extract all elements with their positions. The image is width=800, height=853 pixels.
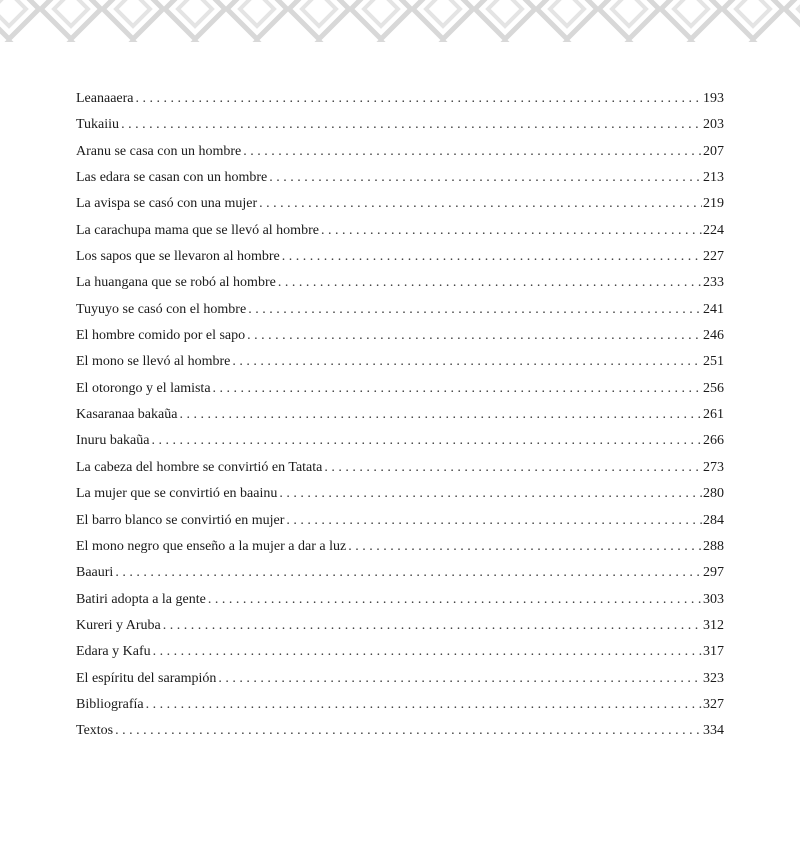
toc-entry [76,560,724,586]
toc-dot-leader [179,402,702,428]
toc-entry-title: Tukaiiu [76,117,120,133]
toc-entry [76,587,724,613]
toc-entry-title: Edara y Kafu [76,644,151,660]
toc-dot-leader [146,692,702,718]
toc-entry-page-number: 261 [703,407,724,423]
toc-entry-page-number: 273 [703,459,724,475]
toc-dot-leader [208,587,702,613]
toc-entry [76,534,724,560]
toc-entry [76,376,724,402]
toc-dot-leader [232,349,702,375]
toc-entry-page-number: 303 [703,591,724,607]
toc-entry [76,112,724,138]
toc-entry [76,139,724,165]
table-of-contents [76,86,724,745]
toc-entry-title: Bibliografía [76,696,144,712]
toc-entry-page-number: 246 [703,328,724,344]
toc-entry [76,481,724,507]
toc-entry-page-number: 241 [703,301,724,317]
toc-dot-leader [247,323,702,349]
toc-dot-leader [324,455,702,481]
toc-dot-leader [348,534,702,560]
toc-entry [76,191,724,217]
toc-entry-title: Los sapos que se llevaron al hombre [76,249,280,265]
toc-entry-page-number: 207 [703,143,724,159]
toc-dot-leader [115,560,702,586]
toc-entry-page-number: 233 [703,275,724,291]
toc-entry-page-number: 317 [703,644,724,660]
toc-entry-page-number: 224 [703,222,724,238]
toc-entry-title: El mono se llevó al hombre [76,354,231,370]
toc-entry [76,508,724,534]
toc-entry-title: La mujer que se convirtió en baainu [76,486,278,502]
toc-entry [76,349,724,375]
toc-entry-page-number: 203 [703,117,724,133]
toc-entry-title: El otorongo y el lamista [76,380,211,396]
toc-entry-page-number: 266 [703,433,724,449]
toc-dot-leader [213,376,702,402]
toc-entry-title: El espíritu del sarampión [76,670,217,686]
toc-dot-leader [259,191,702,217]
toc-entry [76,402,724,428]
toc-entry-page-number: 327 [703,696,724,712]
toc-entry-title: La avispa se casó con una mujer [76,196,258,212]
toc-entry [76,86,724,112]
toc-entry [76,613,724,639]
toc-entry-title: Kasaranaa bakaũa [76,407,178,423]
toc-entry [76,455,724,481]
toc-entry-page-number: 323 [703,670,724,686]
toc-dot-leader [321,218,702,244]
toc-dot-leader [282,244,702,270]
toc-dot-leader [243,139,702,165]
toc-entry-title: Kureri y Aruba [76,617,161,633]
toc-entry-title: Leanaaera [76,91,134,106]
toc-dot-leader [151,428,702,454]
toc-entry [76,692,724,718]
toc-entry-title: La carachupa mama que se llevó al hombre [76,222,319,238]
toc-entry [76,718,724,744]
toc-entry [76,639,724,665]
toc-entry [76,270,724,296]
toc-entry-title: El barro blanco se convirtió en mujer [76,512,285,528]
toc-entry-title: Inuru bakaũa [76,433,150,449]
toc-entry-title: La huangana que se robó al hombre [76,275,276,291]
toc-entry-page-number: 312 [703,617,724,633]
toc-entry [76,323,724,349]
toc-entry-page-number: 297 [703,565,724,581]
toc-dot-leader [218,666,702,692]
toc-dot-leader [279,481,702,507]
toc-entry-page-number: 284 [703,512,724,528]
toc-entry-page-number: 288 [703,538,724,554]
toc-entry-title: Tuyuyo se casó con el hombre [76,301,247,317]
toc-entry [76,428,724,454]
toc-entry-title: Baauri [76,565,114,581]
toc-entry-title: Aranu se casa con un hombre [76,143,242,159]
toc-entry-page-number: 334 [703,723,724,739]
toc-entry [76,244,724,270]
toc-entry [76,297,724,323]
toc-entry-page-number: 280 [703,486,724,502]
toc-dot-leader [121,112,702,138]
toc-dot-leader [269,165,702,191]
toc-entry-page-number: 251 [703,354,724,370]
decorative-diamond-border [0,0,800,42]
toc-dot-leader [163,613,702,639]
toc-entry-title: La cabeza del hombre se convirtió en Tatata [76,459,323,475]
toc-dot-leader [153,639,702,665]
toc-entry [76,666,724,692]
toc-entry-page-number: 227 [703,249,724,265]
toc-dot-leader [278,270,702,296]
toc-dot-leader [248,297,702,323]
toc-entry-title: Las edara se casan con un hombre [76,170,268,186]
toc-entry-title: El mono negro que enseño a la mujer a dar a luz [76,538,347,554]
toc-entry-title: Textos [76,723,114,739]
toc-entry-page-number: 256 [703,380,724,396]
toc-dot-leader [115,718,702,744]
toc-entry [76,218,724,244]
toc-entry-title: El hombre comido por el sapo [76,328,246,344]
toc-dot-leader [136,86,703,112]
toc-entry-page-number: 213 [703,170,724,186]
toc-entry-page-number: 193 [703,91,724,106]
toc-entry-page-number: 219 [703,196,724,212]
toc-entry-title: Batiri adopta a la gente [76,591,206,607]
toc-entry [76,165,724,191]
toc-dot-leader [286,508,702,534]
